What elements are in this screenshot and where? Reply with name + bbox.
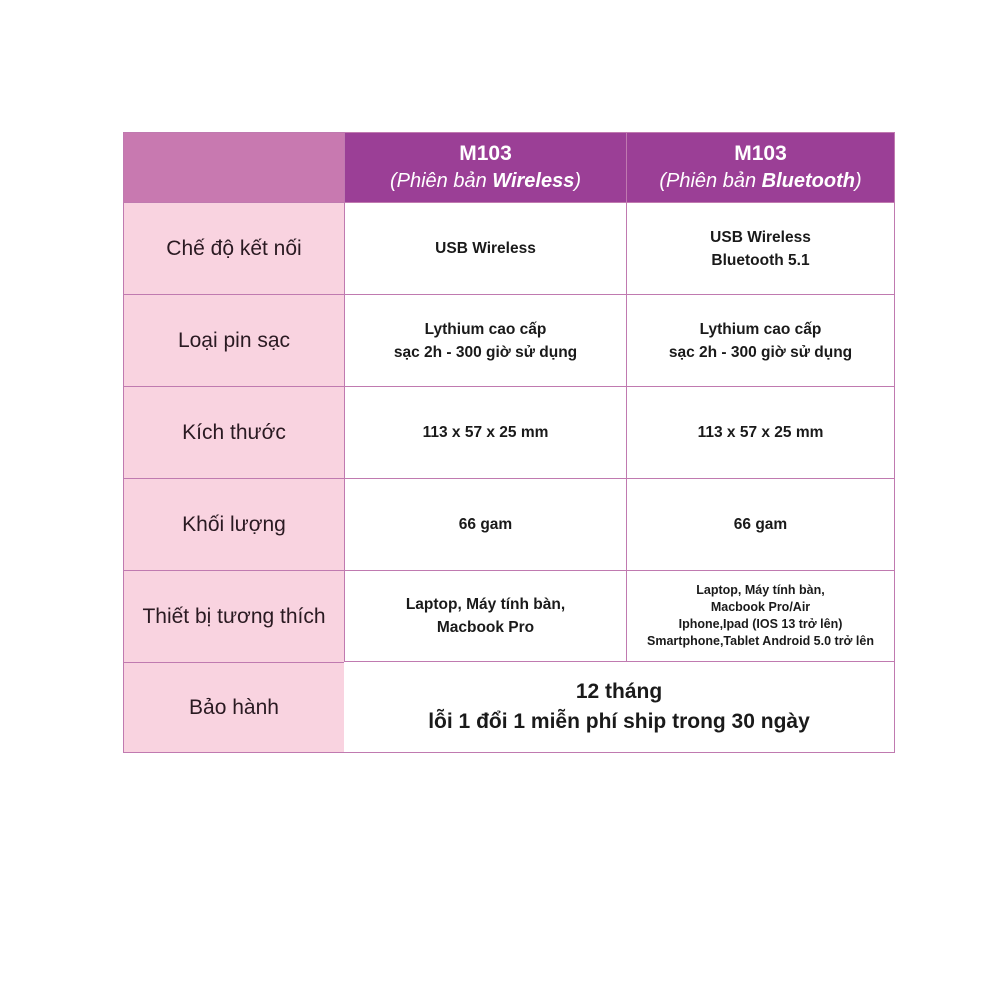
- header-corner: [124, 133, 344, 202]
- row-connection-bluetooth: USB Wireless Bluetooth 5.1: [626, 202, 894, 294]
- spec-table: [123, 132, 895, 753]
- row-compatibility-wireless: Laptop, Máy tính bàn, Macbook Pro: [344, 570, 626, 662]
- row-label-weight: Khối lượng: [124, 478, 344, 570]
- row-label-warranty: Bảo hành: [124, 662, 344, 752]
- row-dimensions-bluetooth: 113 x 57 x 25 mm: [626, 386, 894, 478]
- row-label-battery: Loại pin sạc: [124, 294, 344, 386]
- header-bluetooth: [626, 133, 894, 202]
- row-warranty-merged: 12 tháng lỗi 1 đổi 1 miễn phí ship trong 30 ngày: [344, 662, 894, 752]
- row-connection-wireless: USB Wireless: [344, 202, 626, 294]
- row-battery-wireless: Lythium cao cấp sạc 2h - 300 giờ sử dụng: [344, 294, 626, 386]
- row-label-compatibility: Thiết bị tương thích: [124, 570, 344, 662]
- row-weight-bluetooth: 66 gam: [626, 478, 894, 570]
- row-label-connection: Chế độ kết nối: [124, 202, 344, 294]
- header-bluetooth-edition: (Phiên bản Bluetooth): [659, 169, 862, 192]
- header-bluetooth-model: M103: [734, 141, 787, 165]
- header-wireless-edition: (Phiên bản Wireless): [389, 169, 582, 192]
- row-label-dimensions: Kích thước: [124, 386, 344, 478]
- row-battery-bluetooth: Lythium cao cấp sạc 2h - 300 giờ sử dụng: [626, 294, 894, 386]
- row-compatibility-bluetooth: Laptop, Máy tính bàn, Macbook Pro/Air Iphone,Ipad (IOS 13 trở lên) Smartphone,Tablet Android 5.0 trở lên: [626, 570, 894, 662]
- header-wireless: [344, 133, 626, 202]
- row-weight-wireless: 66 gam: [344, 478, 626, 570]
- row-dimensions-wireless: 113 x 57 x 25 mm: [344, 386, 626, 478]
- header-wireless-model: M103: [459, 141, 512, 165]
